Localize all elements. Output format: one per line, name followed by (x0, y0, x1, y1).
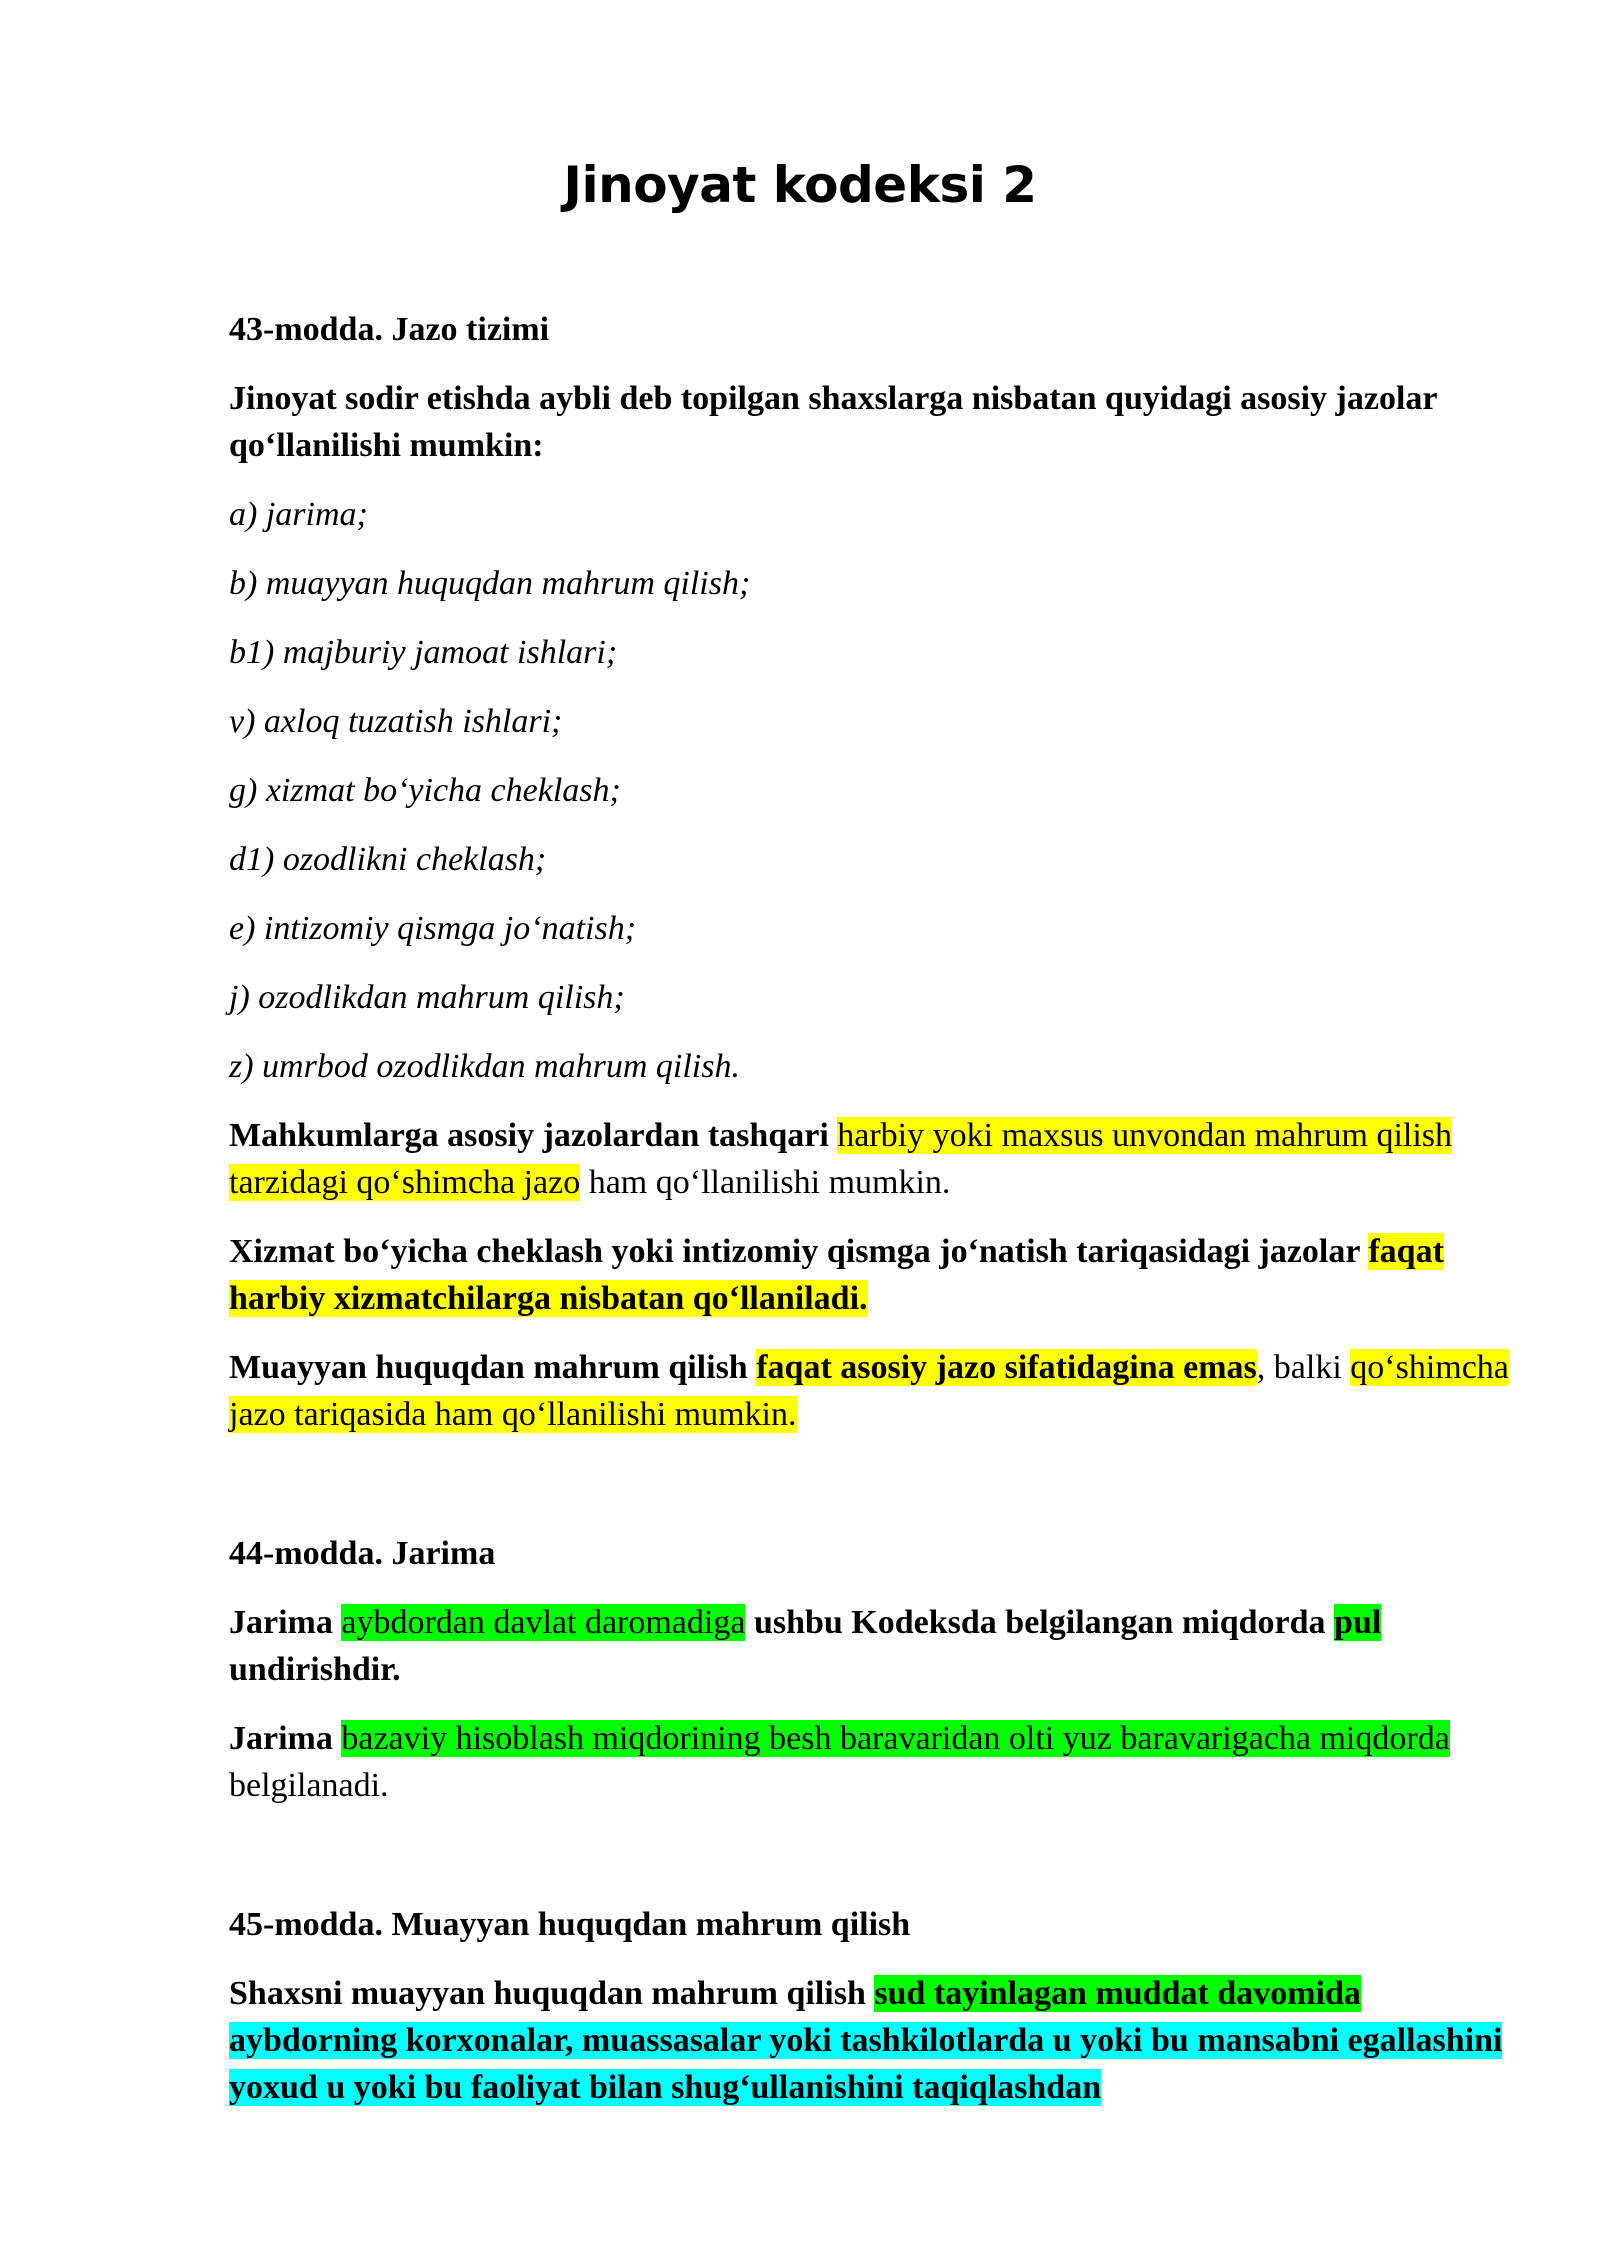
text-run: Mahkumlarga asosiy jazolardan tashqari (229, 1117, 829, 1154)
article-45-paragraph-1 (229, 1970, 1519, 2111)
text-run: , balki (1256, 1349, 1342, 1386)
article-43-heading: 43-modda. Jazo tizimi (229, 311, 550, 348)
article-44-paragraph-2 (229, 1715, 1519, 1809)
highlighted-text-yellow: faqat harbiy xizmatchilarga nisbatan qo‘llaniladi. (229, 1233, 1444, 1317)
article-44-heading: 44-modda. Jarima (229, 1535, 496, 1572)
text-run: ushbu Kodeksda belgilangan miqdorda (753, 1604, 1326, 1641)
document-title: Jinoyat kodeksi 2 (563, 156, 1037, 214)
highlighted-text-yellow: harbiy yoki maxsus unvondan mahrum qilish tarzidagi qo‘shimcha jazo (229, 1117, 1453, 1201)
highlighted-text-yellow: faqat asosiy jazo sifatidagina emas (756, 1349, 1257, 1386)
text-run: Jarima (229, 1720, 333, 1757)
article-43-intro: Jinoyat sodir etishda aybli deb topilgan shaxslarga nisbatan quyidagi asosiy jazolar qo‘llanilishi mumkin: (229, 380, 1437, 464)
list-item: j) ozodlikdan mahrum qilish; (229, 979, 625, 1016)
article-43-paragraph-1 (229, 1112, 1519, 1206)
list-item: z) umrbod ozodlikdan mahrum qilish. (229, 1048, 740, 1085)
text-run: ham qo‘llanilishi mumkin. (588, 1164, 951, 1201)
list-item: v) axloq tuzatish ishlari; (229, 703, 563, 740)
article-43-paragraph-3 (229, 1344, 1519, 1438)
text-run: Shaxsni muayyan huquqdan mahrum qilish (229, 1975, 866, 2012)
list-item: a) jarima; (229, 496, 368, 533)
text-run: Jarima (229, 1604, 333, 1641)
highlighted-text-yellow: qo‘shimcha jazo tariqasida ham qo‘llanilishi mumkin. (229, 1349, 1509, 1433)
list-item: e) intizomiy qismga jo‘natish; (229, 910, 637, 947)
list-item: d1) ozodlikni cheklash; (229, 841, 547, 878)
article-43-paragraph-2 (229, 1228, 1519, 1322)
article-45-heading: 45-modda. Muayyan huquqdan mahrum qilish (229, 1906, 911, 1943)
list-item: b1) majburiy jamoat ishlari; (229, 634, 618, 671)
highlighted-text-cyan: aybdorning korxonalar, muassasalar yoki tashkilotlarda u yoki bu mansabni egallashini yoxud u yoki bu faoliyat bilan shug‘ullanishini taqiqlashdan (229, 2022, 1503, 2106)
highlighted-text-green: aybdordan davlat daromadiga (341, 1604, 746, 1641)
list-item: g) xizmat bo‘yicha cheklash; (229, 772, 621, 809)
text-run: undirishdir. (229, 1651, 401, 1688)
list-item: b) muayyan huquqdan mahrum qilish; (229, 565, 751, 602)
text-run: belgilanadi. (229, 1767, 389, 1804)
text-run: Muayyan huquqdan mahrum qilish (229, 1349, 748, 1386)
highlighted-text-green: bazaviy hisoblash miqdorining besh baravaridan olti yuz baravarigacha miqdorda (341, 1720, 1450, 1757)
article-44-paragraph-1 (229, 1599, 1519, 1693)
document-body (229, 306, 1519, 2133)
text-run: Xizmat bo‘yicha cheklash yoki intizomiy qismga jo‘natish tariqasidagi jazolar (229, 1233, 1360, 1270)
highlighted-text-green: pul (1334, 1604, 1382, 1641)
highlighted-text-green: sud tayinlagan muddat davomida (874, 1975, 1361, 2012)
